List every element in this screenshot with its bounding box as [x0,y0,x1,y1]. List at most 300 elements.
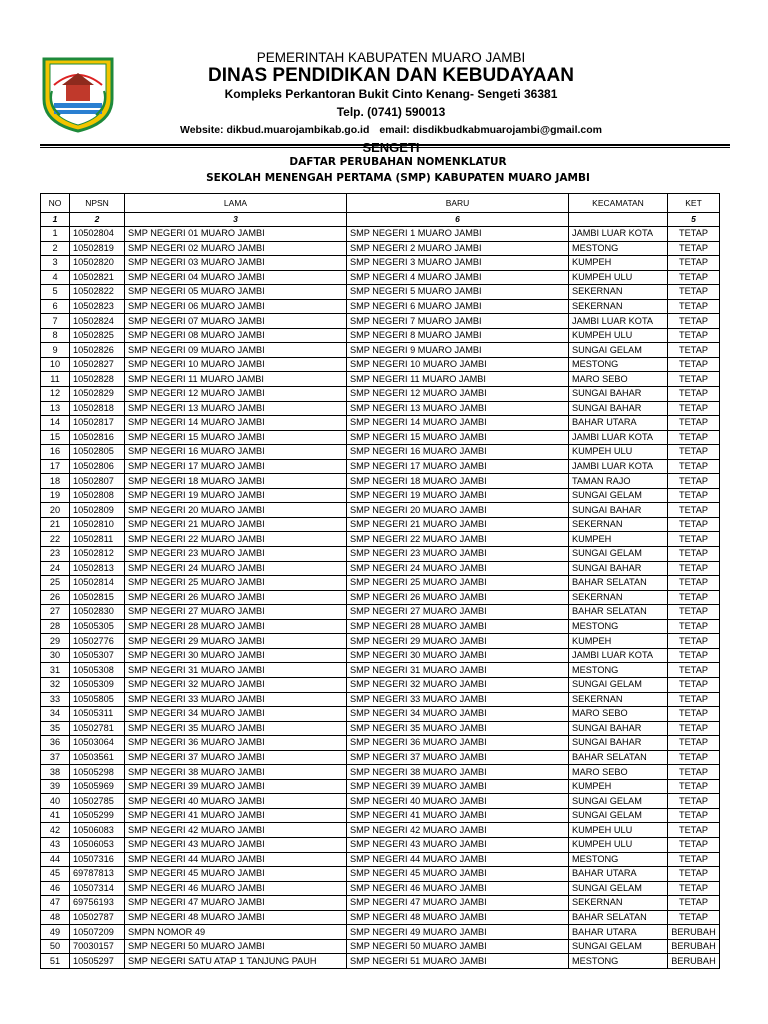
npsn-cell: 10502807 [70,474,125,489]
row-number: 34 [41,707,70,722]
npsn-cell: 10502816 [70,430,125,445]
old-name-cell: SMP NEGERI 32 MUARO JAMBI [125,677,347,692]
npsn-cell: 10503064 [70,736,125,751]
row-number: 3 [41,256,70,271]
table-body [41,227,720,969]
letterhead [0,50,768,157]
district-cell: BAHAR SELATAN [569,910,668,925]
row-number: 19 [41,488,70,503]
new-name-cell: SMP NEGERI 37 MUARO JAMBI [347,750,569,765]
old-name-cell: SMP NEGERI 16 MUARO JAMBI [125,445,347,460]
district-cell: JAMBI LUAR KOTA [569,227,668,242]
new-name-cell: SMP NEGERI 31 MUARO JAMBI [347,663,569,678]
district-cell: MESTONG [569,954,668,969]
status-cell: TETAP [668,823,720,838]
new-name-cell: SMP NEGERI 47 MUARO JAMBI [347,896,569,911]
row-number: 39 [41,779,70,794]
row-number: 18 [41,474,70,489]
district-cell: BAHAR SELATAN [569,576,668,591]
district-cell: BAHAR SELATAN [569,605,668,620]
status-cell: TETAP [668,692,720,707]
old-name-cell: SMP NEGERI 28 MUARO JAMBI [125,619,347,634]
table-row [41,794,720,809]
table-row [41,677,720,692]
district-cell: SEKERNAN [569,896,668,911]
table-row [41,241,720,256]
table-row [41,867,720,882]
status-cell: TETAP [668,270,720,285]
npsn-cell: 10502819 [70,241,125,256]
row-number: 7 [41,314,70,329]
npsn-cell: 10507314 [70,881,125,896]
npsn-cell: 10502825 [70,328,125,343]
district-cell: BAHAR UTARA [569,925,668,940]
npsn-cell: 10507316 [70,852,125,867]
col-number: 2 [70,213,125,227]
table-row [41,561,720,576]
status-cell: TETAP [668,430,720,445]
row-number: 25 [41,576,70,591]
npsn-cell: 10502787 [70,910,125,925]
new-name-cell: SMP NEGERI 13 MUARO JAMBI [347,401,569,416]
new-name-cell: SMP NEGERI 9 MUARO JAMBI [347,343,569,358]
row-number: 17 [41,459,70,474]
old-name-cell: SMP NEGERI 02 MUARO JAMBI [125,241,347,256]
table-row [41,227,720,242]
status-cell: TETAP [668,299,720,314]
status-cell: TETAP [668,328,720,343]
col-header-npsn: NPSN [70,194,125,213]
new-name-cell: SMP NEGERI 12 MUARO JAMBI [347,387,569,402]
status-cell: BERUBAH [668,925,720,940]
old-name-cell: SMP NEGERI 10 MUARO JAMBI [125,357,347,372]
old-name-cell: SMP NEGERI 18 MUARO JAMBI [125,474,347,489]
new-name-cell: SMP NEGERI 5 MUARO JAMBI [347,285,569,300]
status-cell: TETAP [668,794,720,809]
status-cell: TETAP [668,357,720,372]
status-cell: TETAP [668,387,720,402]
district-cell: KUMPEH [569,634,668,649]
district-cell: KUMPEH ULU [569,328,668,343]
row-number: 44 [41,852,70,867]
new-name-cell: SMP NEGERI 15 MUARO JAMBI [347,430,569,445]
new-name-cell: SMP NEGERI 4 MUARO JAMBI [347,270,569,285]
table-row [41,808,720,823]
old-name-cell: SMP NEGERI 44 MUARO JAMBI [125,852,347,867]
row-number: 46 [41,881,70,896]
new-name-cell: SMP NEGERI 1 MUARO JAMBI [347,227,569,242]
new-name-cell: SMP NEGERI 41 MUARO JAMBI [347,808,569,823]
office-phone: Telp. (0741) 590013 [336,105,446,119]
status-cell: BERUBAH [668,939,720,954]
status-cell: TETAP [668,503,720,518]
table-row [41,837,720,852]
table-row [41,488,720,503]
table-row [41,445,720,460]
old-name-cell: SMP NEGERI 20 MUARO JAMBI [125,503,347,518]
old-name-cell: SMP NEGERI 13 MUARO JAMBI [125,401,347,416]
npsn-cell: 10502823 [70,299,125,314]
npsn-cell: 10505308 [70,663,125,678]
row-number: 48 [41,910,70,925]
npsn-cell: 10505805 [70,692,125,707]
npsn-cell: 10506053 [70,837,125,852]
row-number: 40 [41,794,70,809]
status-cell: TETAP [668,663,720,678]
table-row [41,925,720,940]
district-cell: SUNGAI GELAM [569,808,668,823]
row-number: 36 [41,736,70,751]
row-number: 26 [41,590,70,605]
district-cell: MESTONG [569,357,668,372]
status-cell: TETAP [668,445,720,460]
new-name-cell: SMP NEGERI 32 MUARO JAMBI [347,677,569,692]
new-name-cell: SMP NEGERI 23 MUARO JAMBI [347,547,569,562]
row-number: 28 [41,619,70,634]
table-row [41,939,720,954]
email-text: email: disdikbudkabmuarojambi@gmail.com [379,124,603,136]
district-cell: KUMPEH ULU [569,270,668,285]
old-name-cell: SMP NEGERI 35 MUARO JAMBI [125,721,347,736]
table-row [41,299,720,314]
government-name: PEMERINTAH KABUPATEN MUARO JAMBI [256,50,526,65]
new-name-cell: SMP NEGERI 29 MUARO JAMBI [347,634,569,649]
old-name-cell: SMP NEGERI 38 MUARO JAMBI [125,765,347,780]
table-row [41,532,720,547]
district-cell: MESTONG [569,852,668,867]
district-cell: SUNGAI GELAM [569,547,668,562]
district-cell: KUMPEH [569,532,668,547]
old-name-cell: SMP NEGERI 41 MUARO JAMBI [125,808,347,823]
new-name-cell: SMP NEGERI 2 MUARO JAMBI [347,241,569,256]
npsn-cell: 10502828 [70,372,125,387]
status-cell: TETAP [668,852,720,867]
status-cell: TETAP [668,736,720,751]
old-name-cell: SMP NEGERI 26 MUARO JAMBI [125,590,347,605]
district-cell: SUNGAI BAHAR [569,721,668,736]
new-name-cell: SMP NEGERI 45 MUARO JAMBI [347,867,569,882]
table-header-row [41,194,720,213]
status-cell: TETAP [668,677,720,692]
table-row [41,881,720,896]
old-name-cell: SMP NEGERI 31 MUARO JAMBI [125,663,347,678]
new-name-cell: SMP NEGERI 49 MUARO JAMBI [347,925,569,940]
new-name-cell: SMP NEGERI 19 MUARO JAMBI [347,488,569,503]
col-number: 1 [41,213,70,227]
old-name-cell: SMP NEGERI 08 MUARO JAMBI [125,328,347,343]
row-number: 45 [41,867,70,882]
col-number: 3 [125,213,347,227]
status-cell: TETAP [668,779,720,794]
old-name-cell: SMP NEGERI 12 MUARO JAMBI [125,387,347,402]
row-number: 6 [41,299,70,314]
row-number: 35 [41,721,70,736]
row-number: 15 [41,430,70,445]
status-cell: TETAP [668,648,720,663]
table-row [41,721,720,736]
old-name-cell: SMP NEGERI 43 MUARO JAMBI [125,837,347,852]
district-cell: MESTONG [569,619,668,634]
status-cell: TETAP [668,459,720,474]
npsn-cell: 10507209 [70,925,125,940]
status-cell: TETAP [668,837,720,852]
contact-line [14,122,768,138]
old-name-cell: SMP NEGERI 09 MUARO JAMBI [125,343,347,358]
district-cell: SUNGAI BAHAR [569,561,668,576]
new-name-cell: SMP NEGERI 35 MUARO JAMBI [347,721,569,736]
district-cell: SEKERNAN [569,285,668,300]
row-number: 42 [41,823,70,838]
status-cell: TETAP [668,256,720,271]
new-name-cell: SMP NEGERI 6 MUARO JAMBI [347,299,569,314]
old-name-cell: SMP NEGERI 30 MUARO JAMBI [125,648,347,663]
table-row [41,517,720,532]
row-number: 13 [41,401,70,416]
old-name-cell: SMP NEGERI 36 MUARO JAMBI [125,736,347,751]
new-name-cell: SMP NEGERI 11 MUARO JAMBI [347,372,569,387]
status-cell: BERUBAH [668,954,720,969]
agency-name: DINAS PENDIDIKAN DAN KEBUDAYAAN [208,65,574,86]
new-name-cell: SMP NEGERI 7 MUARO JAMBI [347,314,569,329]
old-name-cell: SMP NEGERI 07 MUARO JAMBI [125,314,347,329]
title-line-2: SEKOLAH MENENGAH PERTAMA (SMP) KABUPATEN MUARO JAMBI [206,172,590,184]
district-cell: SUNGAI BAHAR [569,401,668,416]
col-number: 6 [347,213,569,227]
npsn-cell: 10502815 [70,590,125,605]
npsn-cell: 10505305 [70,619,125,634]
new-name-cell: SMP NEGERI 34 MUARO JAMBI [347,707,569,722]
old-name-cell: SMP NEGERI 25 MUARO JAMBI [125,576,347,591]
new-name-cell: SMP NEGERI 36 MUARO JAMBI [347,736,569,751]
new-name-cell: SMP NEGERI 18 MUARO JAMBI [347,474,569,489]
status-cell: TETAP [668,634,720,649]
district-cell: SUNGAI GELAM [569,939,668,954]
new-name-cell: SMP NEGERI 3 MUARO JAMBI [347,256,569,271]
new-name-cell: SMP NEGERI 14 MUARO JAMBI [347,416,569,431]
old-name-cell: SMP NEGERI 05 MUARO JAMBI [125,285,347,300]
district-cell: JAMBI LUAR KOTA [569,314,668,329]
npsn-cell: 10502821 [70,270,125,285]
district-cell: SEKERNAN [569,590,668,605]
old-name-cell: SMP NEGERI 39 MUARO JAMBI [125,779,347,794]
status-cell: TETAP [668,750,720,765]
npsn-cell: 10502808 [70,488,125,503]
district-cell: MESTONG [569,663,668,678]
title-line-1: DAFTAR PERUBAHAN NOMENKLATUR [289,156,507,168]
district-cell: BAHAR UTARA [569,867,668,882]
status-cell: TETAP [668,881,720,896]
row-number: 11 [41,372,70,387]
district-cell: JAMBI LUAR KOTA [569,648,668,663]
npsn-cell: 10505298 [70,765,125,780]
table-row [41,256,720,271]
district-cell: KUMPEH ULU [569,823,668,838]
status-cell: TETAP [668,401,720,416]
district-cell: MESTONG [569,241,668,256]
row-number: 2 [41,241,70,256]
district-cell: SUNGAI BAHAR [569,503,668,518]
npsn-cell: 10506083 [70,823,125,838]
table-row [41,576,720,591]
table-row [41,547,720,562]
status-cell: TETAP [668,372,720,387]
col-number: 5 [668,213,720,227]
letterhead-divider-thin [40,147,730,148]
column-number-row [41,213,720,227]
npsn-cell: 10505299 [70,808,125,823]
table-row [41,285,720,300]
old-name-cell: SMP NEGERI 06 MUARO JAMBI [125,299,347,314]
new-name-cell: SMP NEGERI 26 MUARO JAMBI [347,590,569,605]
col-header-kecamatan: KECAMATAN [569,194,668,213]
npsn-cell: 69787813 [70,867,125,882]
npsn-cell: 10502776 [70,634,125,649]
website-text: Website: dikbud.muarojambikab.go.id [179,124,370,136]
row-number: 12 [41,387,70,402]
col-header-ket: KET [668,194,720,213]
new-name-cell: SMP NEGERI 27 MUARO JAMBI [347,605,569,620]
npsn-cell: 10502813 [70,561,125,576]
table-row [41,314,720,329]
npsn-cell: 10502820 [70,256,125,271]
old-name-cell: SMP NEGERI SATU ATAP 1 TANJUNG PAUH [125,954,347,969]
old-name-cell: SMP NEGERI 33 MUARO JAMBI [125,692,347,707]
npsn-cell: 70030157 [70,939,125,954]
table-row [41,648,720,663]
new-name-cell: SMP NEGERI 24 MUARO JAMBI [347,561,569,576]
old-name-cell: SMP NEGERI 17 MUARO JAMBI [125,459,347,474]
table-row [41,765,720,780]
table-row [41,736,720,751]
document-title [14,154,768,186]
district-cell: SEKERNAN [569,692,668,707]
office-address: Kompleks Perkantoran Bukit Cinto Kenang- Sengeti 36381 [224,87,558,101]
npsn-cell: 10502817 [70,416,125,431]
district-cell: SUNGAI GELAM [569,488,668,503]
district-cell: BAHAR UTARA [569,416,668,431]
row-number: 43 [41,837,70,852]
old-name-cell: SMP NEGERI 23 MUARO JAMBI [125,547,347,562]
row-number: 24 [41,561,70,576]
row-number: 30 [41,648,70,663]
table-row [41,372,720,387]
status-cell: TETAP [668,343,720,358]
old-name-cell: SMP NEGERI 47 MUARO JAMBI [125,896,347,911]
status-cell: TETAP [668,241,720,256]
table-row [41,663,720,678]
npsn-cell: 10502805 [70,445,125,460]
new-name-cell: SMP NEGERI 17 MUARO JAMBI [347,459,569,474]
row-number: 5 [41,285,70,300]
old-name-cell: SMP NEGERI 50 MUARO JAMBI [125,939,347,954]
new-name-cell: SMP NEGERI 10 MUARO JAMBI [347,357,569,372]
npsn-cell: 10502781 [70,721,125,736]
table-row [41,459,720,474]
npsn-cell: 10505309 [70,677,125,692]
new-name-cell: SMP NEGERI 20 MUARO JAMBI [347,503,569,518]
row-number: 21 [41,517,70,532]
npsn-cell: 10502810 [70,517,125,532]
row-number: 29 [41,634,70,649]
new-name-cell: SMP NEGERI 48 MUARO JAMBI [347,910,569,925]
old-name-cell: SMP NEGERI 29 MUARO JAMBI [125,634,347,649]
table-row [41,692,720,707]
npsn-cell: 10505311 [70,707,125,722]
table-row [41,590,720,605]
district-cell: TAMAN RAJO [569,474,668,489]
new-name-cell: SMP NEGERI 44 MUARO JAMBI [347,852,569,867]
district-cell: SUNGAI BAHAR [569,387,668,402]
status-cell: TETAP [668,488,720,503]
row-number: 51 [41,954,70,969]
npsn-cell: 69756193 [70,896,125,911]
row-number: 32 [41,677,70,692]
table-row [41,503,720,518]
district-cell: JAMBI LUAR KOTA [569,430,668,445]
old-name-cell: SMP NEGERI 34 MUARO JAMBI [125,707,347,722]
old-name-cell: SMP NEGERI 27 MUARO JAMBI [125,605,347,620]
status-cell: TETAP [668,707,720,722]
new-name-cell: SMP NEGERI 33 MUARO JAMBI [347,692,569,707]
npsn-cell: 10502804 [70,227,125,242]
table-row [41,357,720,372]
row-number: 47 [41,896,70,911]
old-name-cell: SMP NEGERI 19 MUARO JAMBI [125,488,347,503]
table-row [41,896,720,911]
status-cell: TETAP [668,605,720,620]
district-cell: SEKERNAN [569,299,668,314]
row-number: 8 [41,328,70,343]
old-name-cell: SMP NEGERI 22 MUARO JAMBI [125,532,347,547]
district-cell: SEKERNAN [569,517,668,532]
district-cell: MARO SEBO [569,765,668,780]
old-name-cell: SMP NEGERI 04 MUARO JAMBI [125,270,347,285]
status-cell: TETAP [668,561,720,576]
table-row [41,343,720,358]
npsn-cell: 10502822 [70,285,125,300]
row-number: 16 [41,445,70,460]
old-name-cell: SMP NEGERI 48 MUARO JAMBI [125,910,347,925]
row-number: 27 [41,605,70,620]
npsn-cell: 10502811 [70,532,125,547]
old-name-cell: SMP NEGERI 40 MUARO JAMBI [125,794,347,809]
new-name-cell: SMP NEGERI 43 MUARO JAMBI [347,837,569,852]
row-number: 9 [41,343,70,358]
new-name-cell: SMP NEGERI 38 MUARO JAMBI [347,765,569,780]
old-name-cell: SMPN NOMOR 49 [125,925,347,940]
status-cell: TETAP [668,910,720,925]
table-row [41,823,720,838]
npsn-cell: 10502824 [70,314,125,329]
table-row [41,430,720,445]
old-name-cell: SMP NEGERI 21 MUARO JAMBI [125,517,347,532]
npsn-cell: 10502826 [70,343,125,358]
old-name-cell: SMP NEGERI 42 MUARO JAMBI [125,823,347,838]
status-cell: TETAP [668,532,720,547]
npsn-cell: 10502830 [70,605,125,620]
col-header-no: NO [41,194,70,213]
new-name-cell: SMP NEGERI 25 MUARO JAMBI [347,576,569,591]
new-name-cell: SMP NEGERI 50 MUARO JAMBI [347,939,569,954]
row-number: 23 [41,547,70,562]
district-cell: MARO SEBO [569,372,668,387]
row-number: 4 [41,270,70,285]
old-name-cell: SMP NEGERI 14 MUARO JAMBI [125,416,347,431]
npsn-cell: 10503561 [70,750,125,765]
district-cell: MARO SEBO [569,707,668,722]
old-name-cell: SMP NEGERI 45 MUARO JAMBI [125,867,347,882]
table-row [41,634,720,649]
